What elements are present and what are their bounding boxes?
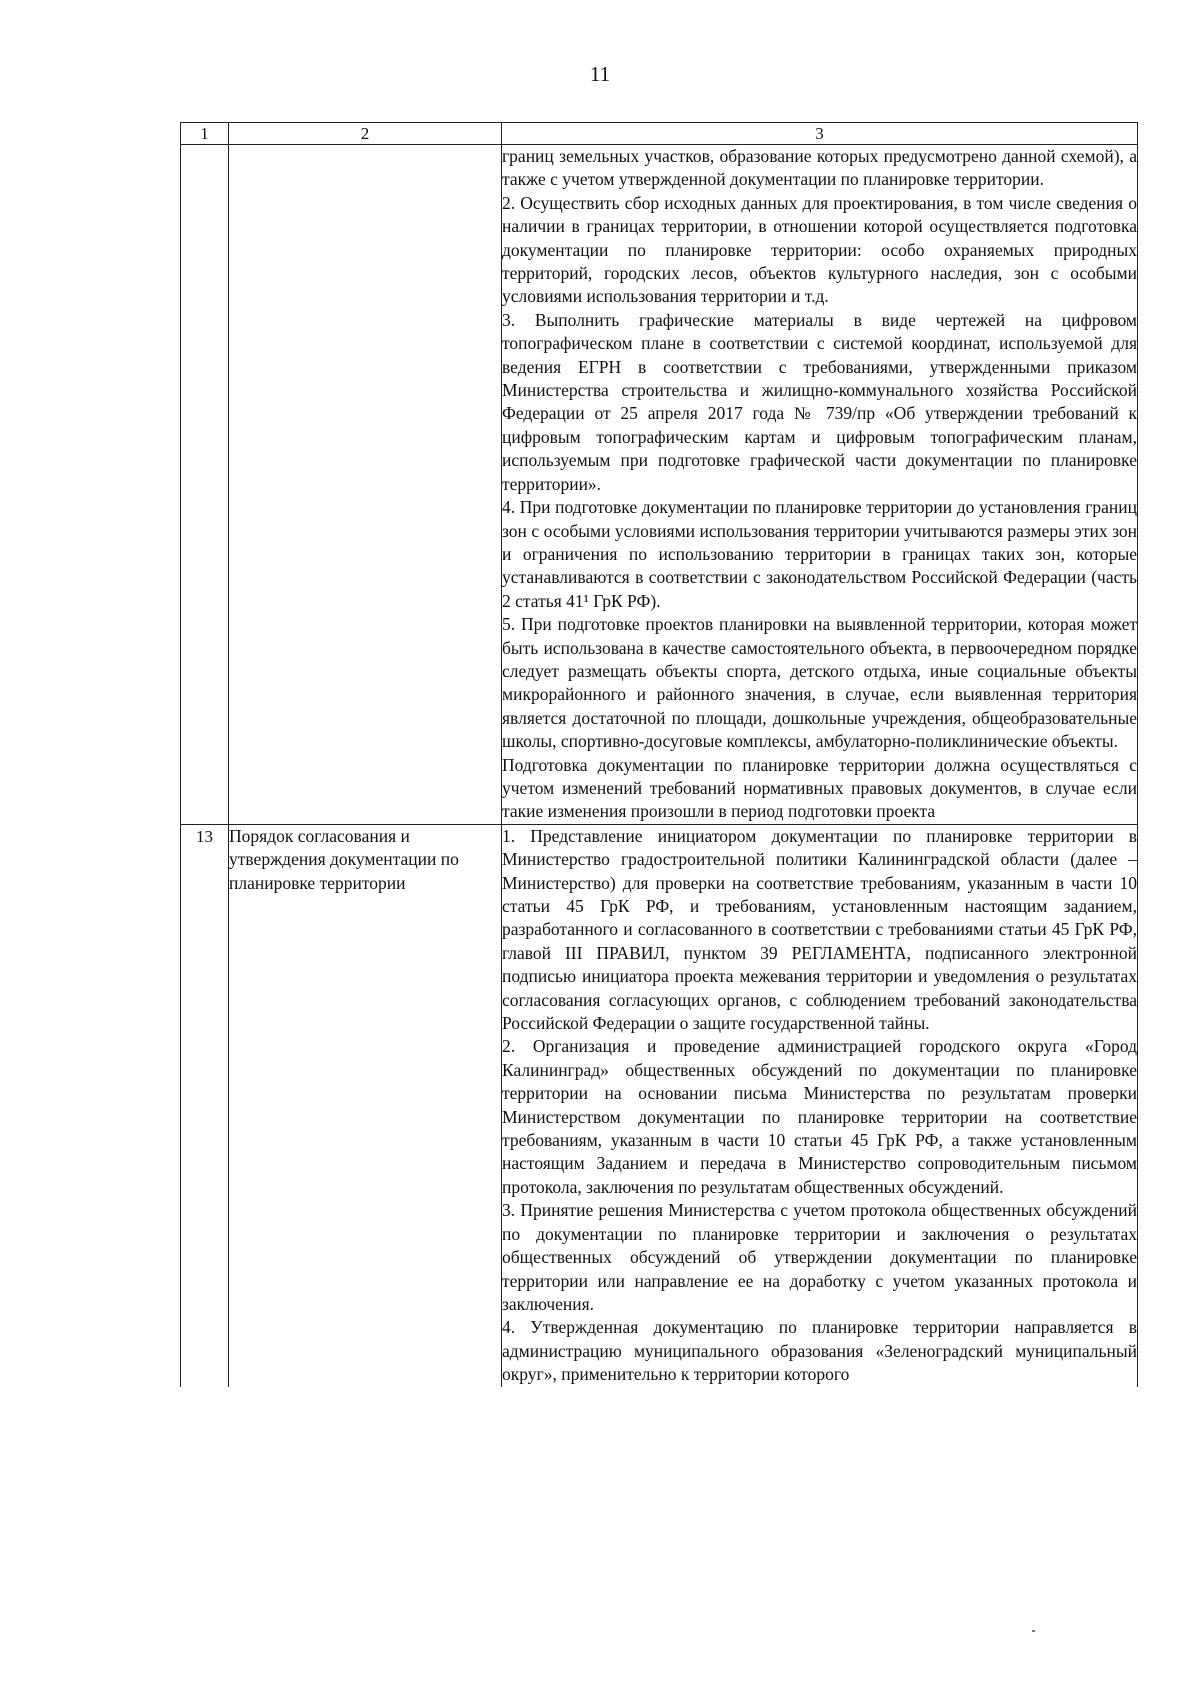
content-paragraph: 3. Выполнить графические материалы в виде чертежей на цифровом топографическом плане в соответствии с системой координат, используемой для ведения ЕГРН в соответствии с требованиями, утвержденными приказом Министерства строительства и жилищно-коммунального хозяйства Российской Федерации от 25 апреля 2017 года № 739/пр «Об утверждении требований к цифровым топографическим картам и цифровым топографическим планам, используемым при подготовке графической части документации по планировке территории». [502,309,1137,494]
requirements-table [180,122,1138,1387]
table-row-13 [181,824,1138,1386]
content-paragraph: 2. Организация и проведение администрацией городского округа «Город Калининград» общественных обсуждений по документации по планировке территории на основании письма Министерства по результатам проверки Министерством документации по планировке территории на соответствие требованиям, указанным в части 10 статьи 45 ГрК РФ, а также установленным настоящим Заданием и передача в Министерство сопроводительным письмом протокола, заключения по результатам общественных обсуждений. [502,1036,1137,1197]
table-header-row [181,123,1138,145]
row-content [502,145,1138,825]
row-title [229,145,502,825]
page-number: 11 [589,62,611,86]
row-content [502,824,1138,1386]
header-cell-1: 1 [181,123,229,145]
content-paragraph: границ земельных участков, образование которых предусмотрено данной схемой), а также с учетом утвержденной документации по планировке территории. [502,146,1137,190]
row-title: Порядок согласования и утверждения документации по планировке территории [229,824,502,1386]
content-paragraph: 4. При подготовке документации по планировке территории до установления границ зон с особыми условиями использования территории учитываются размеры этих зон и ограничения по использованию территории в границах таких зон, которые устанавливаются в соответствии с законодательством Российской Федерации (часть 2 статья 41¹ ГрК РФ). [502,497,1137,611]
content-paragraph: 1. Представление инициатором документации по планировке территории в Министерство градостроительной политики Калининградской области (далее – Министерство) для проверки на соответствие требованиям, указанным в части 10 статьи 45 ГрК РФ, и требованиям, установленным настоящим заданием, разработанного и согласованного в соответствии с требованиями статьи 45 ГрК РФ, главой III ПРАВИЛ, пунктом 39 РЕГЛАМЕНТА, подписанного электронной подписью инициатора проекта межевания территории и уведомления о результатах согласования согласующих органов, с соблюдением требований законодательства Российской Федерации о защите государственной тайны. [502,825,1137,1034]
row-number [181,145,229,825]
content-paragraph: 4. Утвержденная документацию по планировке территории направляется в администрацию муниципального образования «Зеленоградский муниципальный округ», применительно к территории которого [502,1317,1137,1385]
content-paragraph: 2. Осуществить сбор исходных данных для проектирования, в том числе сведения о наличии в границах территории, в отношении которой осуществляется подготовка документации по планировке территории: особо охраняемых природных территорий, городских лесов, объектов культурного наследия, зон с особыми условиями использования территории и т.д. [502,192,1137,307]
table-row-continued [181,145,1138,825]
scan-speck [1032,1630,1035,1632]
content-paragraph: 3. Принятие решения Министерства с учетом протокола общественных обсуждений по документации по планировке территории и заключения о результатах общественных обсуждений об утверждении документации по планировке территории или направление ее на доработку с учетом указанных протокола и заключения. [502,1200,1137,1314]
content-paragraph: Подготовка документации по планировке территории должна осуществляться с учетом изменений требований нормативных правовых документов, в случае если такие изменения произошли в период подготовки проекта [502,754,1137,822]
header-cell-2: 2 [229,123,502,145]
content-paragraph: 5. При подготовке проектов планировки на выявленной территории, которая может быть использована в качестве самостоятельного объекта, в первоочередном порядке следует размещать объекты спорта, детского отдыха, иные социальные объекты микрорайонного и районного значения, в случае, если выявленная территория является достаточной по площади, дошкольные учреждения, общеобразовательные школы, спортивно-досуговые комплексы, амбулаторно-поликлинические объекты. [502,614,1137,752]
header-cell-3: 3 [502,123,1138,145]
row-number: 13 [181,824,229,1386]
